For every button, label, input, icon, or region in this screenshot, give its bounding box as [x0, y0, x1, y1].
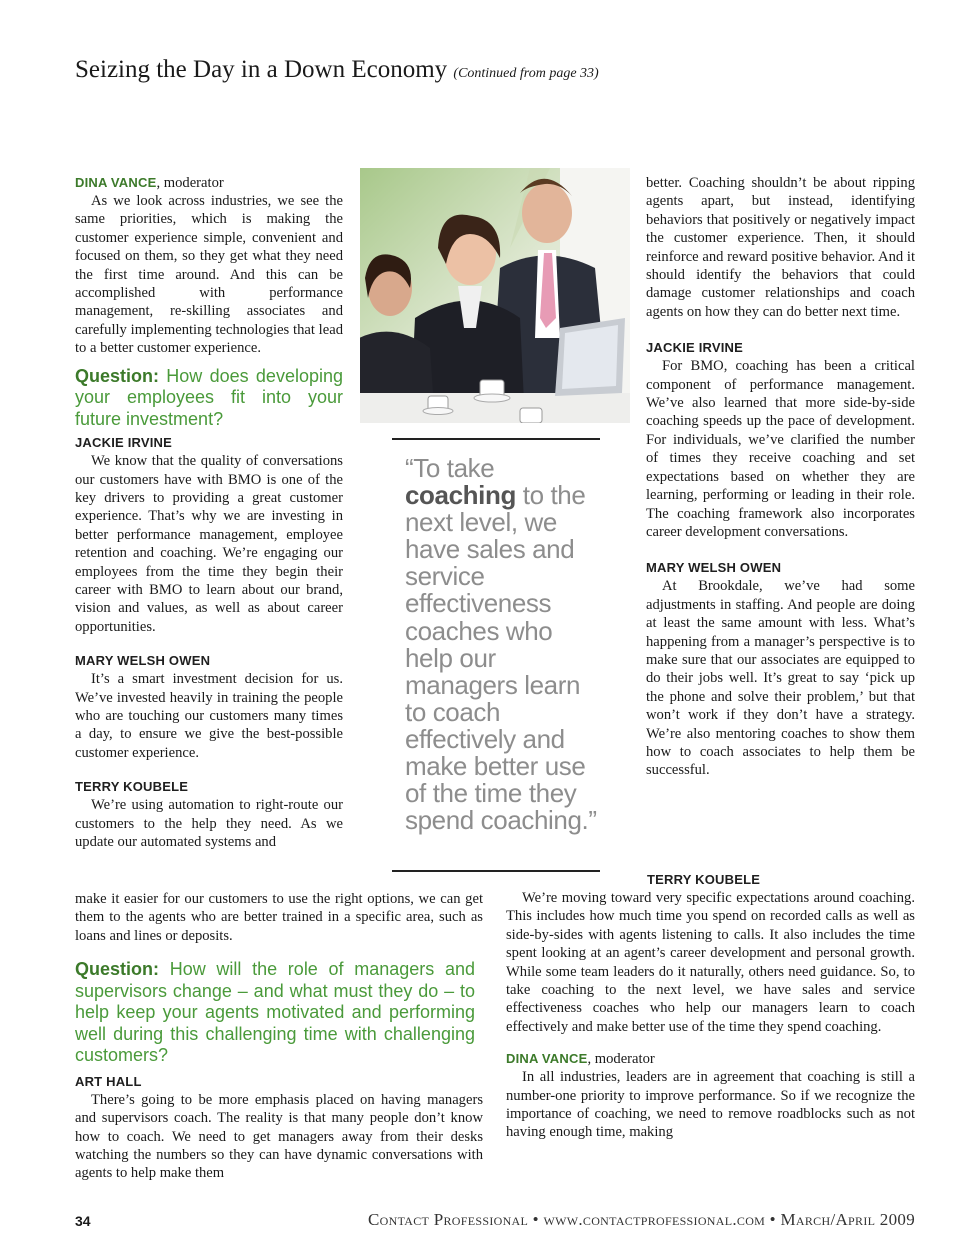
paragraph: We’re using automation to right-route our customers to the help they need. As we update our automated systems and — [75, 797, 343, 851]
question-text: How does developing your employees fit into your future investment? — [75, 365, 343, 429]
paragraph: There’s going to be more emphasis placed on having managers and supervisors coach. The reality is that many people don’t know how to coach. We need to get managers away from their desks watching the numbers so they can have dynamic conversations with agents to help make them — [75, 1091, 483, 1182]
speaker-role: , moderator — [156, 175, 224, 191]
title-text: Seizing the Day in a Down Economy — [75, 56, 448, 83]
business-team-photo — [360, 168, 630, 423]
pullquote-open: “To take — [405, 453, 495, 483]
right-column — [646, 174, 915, 780]
question-1 — [75, 366, 343, 431]
photo-illustration — [360, 168, 630, 423]
page-number: 34 — [75, 1213, 91, 1229]
speaker-jackie-irvine: JACKIE IRVINE — [75, 435, 172, 451]
speaker-name: DINA VANCE — [75, 175, 157, 190]
pullquote-top-rule — [392, 438, 600, 440]
article-title — [75, 56, 599, 84]
pullquote — [405, 455, 605, 834]
footer-text: Contact Professional • www.contactprofessional.com • March/April 2009 — [368, 1210, 915, 1229]
pullquote-text: to the next level, we have sales and service effectiveness coaches who help our managers learn to coach effectively and make better use of the time they spend coaching.” — [405, 480, 597, 836]
question-label: Question: — [75, 365, 159, 386]
speaker-mary-welsh-owen: MARY WELSH OWEN — [75, 653, 211, 669]
speaker-mary-welsh-owen: MARY WELSH OWEN — [646, 560, 782, 576]
paragraph: In all industries, leaders are in agreement that coaching is still a number-one priority to improve performance. So if we recognize the importance of coaching, we need to remove roadblocks such as not having enough time, making — [506, 1069, 915, 1141]
continued-note: (Continued from page 33) — [453, 66, 599, 81]
speaker-dina-vance — [75, 174, 343, 192]
speaker-terry-koubele: TERRY KOUBELE — [647, 872, 761, 887]
speaker-terry-koubele: TERRY KOUBELE — [75, 779, 189, 795]
right-wide-section — [506, 871, 915, 1142]
paragraph: At Brookdale, we’ve had some adjustments in staffing. And people are doing at least the same amount with less. What’s happening from a manager’s perspective is to make sure that our associates are equipped to do their jobs well. It’s great to say ‘pick up the phone and solve their problem,’ but that won’t work if they don’t have a strategy. We’re also mentoring coaches to show them how to coach associates to help them be successful. — [646, 578, 915, 779]
question-text: How will the role of managers and supervisors change – and what must they do – to help keep your agents motivated and performing well during this challenging time with challenging customers? — [75, 959, 475, 1066]
paragraph: For BMO, coaching has been a critical component of performance management. We’ve also learned that more side-by-side coaching speeds up the pace of development. For individuals, we’ve clarified the number of times they receive coaching and set expectations based on whether they are learning, performing or leading in their role. The coaching framework also incorporates career development conversations. — [646, 358, 915, 540]
paragraph: It’s a smart investment decision for us. We’ve invested heavily in training the people who are touching our customers many times a day, to ensure we give the best-possible customer experience. — [75, 671, 343, 761]
speaker-dina-vance — [506, 1050, 915, 1068]
paragraph: make it easier for our customers to use the right options, we can get them to the agents who are better trained in a specific area, such as loans and lines or deposits. — [75, 891, 483, 944]
paragraph: We’re moving toward very specific expectations around coaching. This includes how much time you spend on recorded calls as well as side-by-sides with agents listening to calls. It also includes the time spent looking at an agent’s career development and personal growth. While some team leaders do it naturally, others need guidance. So, to take coaching to the next level, we have sales and service effectiveness coaches who help our managers learn to coach effectively and make better use of the time they spend coaching. — [506, 890, 915, 1035]
left-wide-section — [75, 890, 483, 1183]
speaker-name: DINA VANCE — [506, 1051, 588, 1067]
question-2 — [75, 959, 475, 1067]
paragraph: As we look across industries, we see the same priorities, which is making the customer experience simple, convenient and focused on them, so they get what they need the first time around. And this can be accomplished with performance management, re-skilling associates and carefully implementing technologies that lead to a better customer experience. — [75, 193, 343, 357]
speaker-role: , moderator — [587, 1051, 655, 1068]
paragraph: We know that the quality of conversations our customers have with BMO is one of the key drivers to providing a great customer experience. That’s why we are investing in better performance management, employee retention and coaching. We’re engaging our employees from the time they begin their career with BMO to learn about our brand, vision and values, as well as about career opportunities. — [75, 453, 343, 635]
speaker-jackie-irvine: JACKIE IRVINE — [646, 340, 743, 356]
pullquote-emphasis: coaching — [405, 480, 516, 511]
left-column — [75, 174, 343, 851]
question-label: Question: — [75, 959, 159, 980]
paragraph: better. Coaching shouldn’t be about ripping agents apart, but instead, identifying behaviors that positively or negatively impact the customer experience. Then, it should reinforce and reward positive behavior. And it should identify the behaviors that could damage customer relationships and coach agents on how they can do better next time. — [646, 175, 915, 320]
speaker-art-hall: ART HALL — [75, 1073, 142, 1089]
